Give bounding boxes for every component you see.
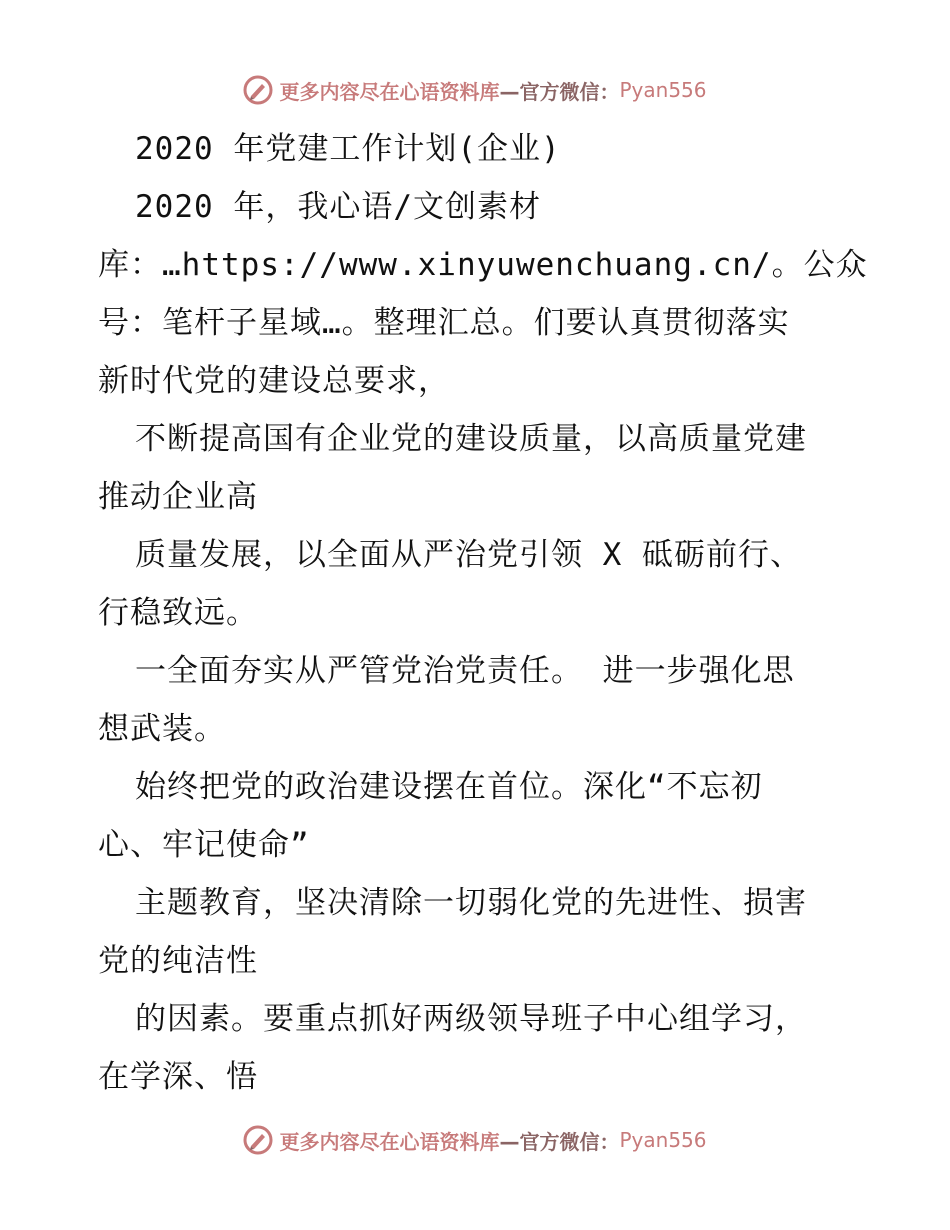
footer-banner <box>0 1120 950 1160</box>
banner-main-text: 更多内容尽在心语资料库 <box>279 1129 500 1154</box>
document-line: 质量发展，以全面从严治党引领 X 砥砺前行、 <box>135 537 802 573</box>
banner-wechat-id: Pyan556 <box>619 78 707 102</box>
pen-logo-icon <box>243 75 273 105</box>
document-line: 心、牢记使命” <box>98 827 310 863</box>
document-body <box>98 120 868 1106</box>
document-line: 始终把党的政治建设摆在首位。深化“不忘初 <box>135 769 763 805</box>
banner-wechat-id: Pyan556 <box>619 1128 707 1152</box>
banner-wechat-label: —官方微信： <box>499 1129 620 1154</box>
banner-wechat-label: —官方微信： <box>499 79 620 104</box>
document-line: 想武装。 <box>98 711 226 747</box>
document-title: 2020 年党建工作计划(企业) <box>135 131 561 167</box>
document-line: 在学深、悟 <box>98 1059 258 1095</box>
document-line: 行稳致远。 <box>98 595 258 631</box>
banner-main-text: 更多内容尽在心语资料库 <box>279 79 500 104</box>
document-line: 一全面夯实从严管党治党责任。 进一步强化思 <box>135 653 795 689</box>
header-banner <box>0 70 950 110</box>
document-line: 推动企业高 <box>98 479 258 515</box>
document-line: 党的纯洁性 <box>98 943 258 979</box>
document-line: 的因素。要重点抓好两级领导班子中心组学习， <box>135 1001 807 1037</box>
document-line: 2020 年，我心语/文创素材 <box>135 189 541 225</box>
pen-logo-icon <box>243 1125 273 1155</box>
document-line: 主题教育，坚决清除一切弱化党的先进性、损害 <box>135 885 807 921</box>
document-line: 新时代党的建设总要求， <box>98 363 450 399</box>
document-line: 库：…https://www.xinyuwenchuang.cn/。公众 <box>98 247 868 283</box>
document-line: 不断提高国有企业党的建设质量，以高质量党建 <box>135 421 807 457</box>
document-line: 号：笔杆子星域…。整理汇总。们要认真贯彻落实 <box>98 305 790 341</box>
